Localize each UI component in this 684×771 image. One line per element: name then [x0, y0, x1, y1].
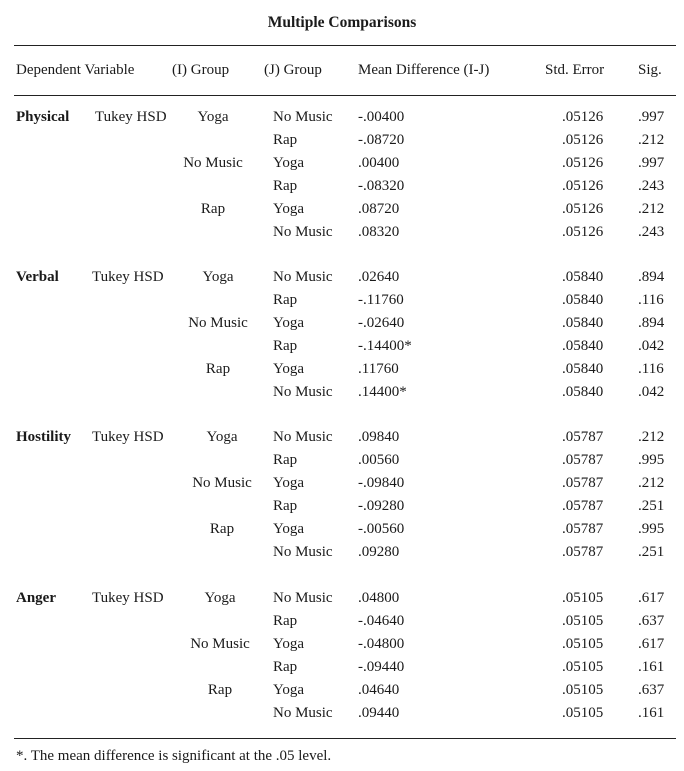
- mean-difference-cell: .02640: [358, 269, 400, 285]
- i-group-label: Yoga: [202, 269, 234, 285]
- header-std-error: Std. Error: [545, 62, 605, 78]
- mean-difference-cell: -.04640: [358, 613, 405, 629]
- j-group-cell: Yoga: [273, 521, 304, 537]
- header-rule: [14, 95, 676, 96]
- j-group-cell: No Music: [273, 705, 333, 721]
- sig-cell: .243: [638, 178, 665, 194]
- j-group-cell: No Music: [273, 269, 333, 285]
- j-group-cell: No Music: [273, 429, 333, 445]
- method-label: Tukey HSD: [95, 109, 167, 125]
- i-group-label: Rap: [207, 682, 233, 698]
- mean-difference-cell: -.09280: [358, 498, 405, 514]
- header-dependent-variable: Dependent Variable: [16, 62, 135, 78]
- mean-difference-cell: .04800: [358, 590, 400, 606]
- mean-difference-cell: -.02640: [358, 315, 405, 331]
- sig-cell: .212: [638, 429, 665, 445]
- mean-difference-cell: .14400*: [358, 384, 407, 400]
- mean-difference-cell: -.09840: [358, 475, 405, 491]
- sig-cell: .637: [638, 682, 665, 698]
- std-error-cell: .05840: [562, 361, 604, 377]
- j-group-cell: Yoga: [273, 361, 304, 377]
- std-error-cell: .05105: [562, 682, 604, 698]
- i-group-label: Yoga: [206, 429, 238, 445]
- std-error-cell: .05787: [562, 521, 604, 537]
- sig-cell: .894: [638, 269, 665, 285]
- std-error-cell: .05787: [562, 475, 604, 491]
- j-group-cell: Yoga: [273, 682, 304, 698]
- std-error-cell: .05126: [562, 224, 604, 240]
- header-mean-difference: Mean Difference (I-J): [358, 62, 490, 78]
- j-group-cell: Yoga: [273, 201, 304, 217]
- j-group-cell: No Music: [273, 544, 333, 560]
- std-error-cell: .05105: [562, 705, 604, 721]
- i-group-label: Yoga: [197, 109, 229, 125]
- std-error-cell: .05126: [562, 178, 604, 194]
- dependent-variable-label: Anger: [16, 590, 56, 606]
- i-group-label: Rap: [209, 521, 235, 537]
- i-group-label: No Music: [190, 636, 250, 652]
- header-i-group: (I) Group: [172, 62, 230, 78]
- mean-difference-cell: -.08720: [358, 132, 405, 148]
- std-error-cell: .05105: [562, 659, 604, 675]
- std-error-cell: .05787: [562, 429, 604, 445]
- mean-difference-cell: .00400: [358, 155, 400, 171]
- std-error-cell: .05840: [562, 384, 604, 400]
- mean-difference-cell: -.00400: [358, 109, 405, 125]
- mean-difference-cell: -.11760: [358, 292, 404, 308]
- table-title: Multiple Comparisons: [267, 14, 417, 31]
- std-error-cell: .05105: [562, 636, 604, 652]
- method-label: Tukey HSD: [92, 429, 164, 445]
- footnote: *. The mean difference is significant at the .05 level.: [16, 748, 332, 764]
- sig-cell: .212: [638, 132, 665, 148]
- std-error-cell: .05840: [562, 269, 604, 285]
- sig-cell: .212: [638, 475, 665, 491]
- i-group-label: No Music: [192, 475, 252, 491]
- j-group-cell: Rap: [273, 132, 298, 148]
- dependent-variable-label: Verbal: [16, 269, 59, 285]
- j-group-cell: No Music: [273, 109, 333, 125]
- mean-difference-cell: .11760: [358, 361, 399, 377]
- mean-difference-cell: .00560: [358, 452, 400, 468]
- j-group-cell: No Music: [273, 590, 333, 606]
- mean-difference-cell: .09440: [358, 705, 400, 721]
- sig-cell: .042: [638, 338, 665, 354]
- j-group-cell: No Music: [273, 224, 333, 240]
- mean-difference-cell: -.04800: [358, 636, 405, 652]
- mean-difference-cell: -.00560: [358, 521, 405, 537]
- header-sig: Sig.: [638, 62, 662, 78]
- j-group-cell: Yoga: [273, 155, 304, 171]
- i-group-label: Rap: [200, 201, 226, 217]
- j-group-cell: Yoga: [273, 636, 304, 652]
- std-error-cell: .05126: [562, 201, 604, 217]
- i-group-label: No Music: [188, 315, 248, 331]
- sig-cell: .116: [638, 361, 664, 377]
- sig-cell: .251: [638, 544, 665, 560]
- std-error-cell: .05126: [562, 155, 604, 171]
- j-group-cell: No Music: [273, 384, 333, 400]
- bottom-rule: [14, 738, 676, 739]
- sig-cell: .617: [638, 636, 665, 652]
- j-group-cell: Rap: [273, 338, 298, 354]
- std-error-cell: .05840: [562, 292, 604, 308]
- std-error-cell: .05126: [562, 132, 604, 148]
- sig-cell: .251: [638, 498, 665, 514]
- std-error-cell: .05787: [562, 452, 604, 468]
- j-group-cell: Rap: [273, 178, 298, 194]
- sig-cell: .161: [638, 659, 665, 675]
- j-group-cell: Rap: [273, 498, 298, 514]
- header-j-group: (J) Group: [264, 62, 322, 78]
- sig-cell: .995: [638, 521, 665, 537]
- j-group-cell: Yoga: [273, 315, 304, 331]
- j-group-cell: Rap: [273, 659, 298, 675]
- dependent-variable-label: Physical: [16, 109, 70, 125]
- sig-cell: .997: [638, 109, 665, 125]
- mean-difference-cell: .08320: [358, 224, 400, 240]
- sig-cell: .042: [638, 384, 665, 400]
- j-group-cell: Yoga: [273, 475, 304, 491]
- sig-cell: .995: [638, 452, 665, 468]
- std-error-cell: .05787: [562, 544, 604, 560]
- i-group-label: Yoga: [204, 590, 236, 606]
- mean-difference-cell: .08720: [358, 201, 400, 217]
- mean-difference-cell: -.08320: [358, 178, 405, 194]
- j-group-cell: Rap: [273, 292, 298, 308]
- mean-difference-cell: -.09440: [358, 659, 405, 675]
- std-error-cell: .05105: [562, 590, 604, 606]
- sig-cell: .637: [638, 613, 665, 629]
- mean-difference-cell: .04640: [358, 682, 400, 698]
- sig-cell: .243: [638, 224, 665, 240]
- i-group-label: Rap: [205, 361, 231, 377]
- dependent-variable-label: Hostility: [16, 429, 71, 445]
- mean-difference-cell: -.14400*: [358, 338, 412, 354]
- j-group-cell: Rap: [273, 613, 298, 629]
- mean-difference-cell: .09840: [358, 429, 400, 445]
- sig-cell: .617: [638, 590, 665, 606]
- j-group-cell: Rap: [273, 452, 298, 468]
- std-error-cell: .05126: [562, 109, 604, 125]
- top-rule: [14, 45, 676, 46]
- sig-cell: .212: [638, 201, 665, 217]
- std-error-cell: .05787: [562, 498, 604, 514]
- method-label: Tukey HSD: [92, 590, 164, 606]
- sig-cell: .997: [638, 155, 665, 171]
- mean-difference-cell: .09280: [358, 544, 400, 560]
- std-error-cell: .05840: [562, 315, 604, 331]
- std-error-cell: .05105: [562, 613, 604, 629]
- method-label: Tukey HSD: [92, 269, 164, 285]
- i-group-label: No Music: [183, 155, 243, 171]
- sig-cell: .161: [638, 705, 665, 721]
- sig-cell: .894: [638, 315, 665, 331]
- sig-cell: .116: [638, 292, 664, 308]
- std-error-cell: .05840: [562, 338, 604, 354]
